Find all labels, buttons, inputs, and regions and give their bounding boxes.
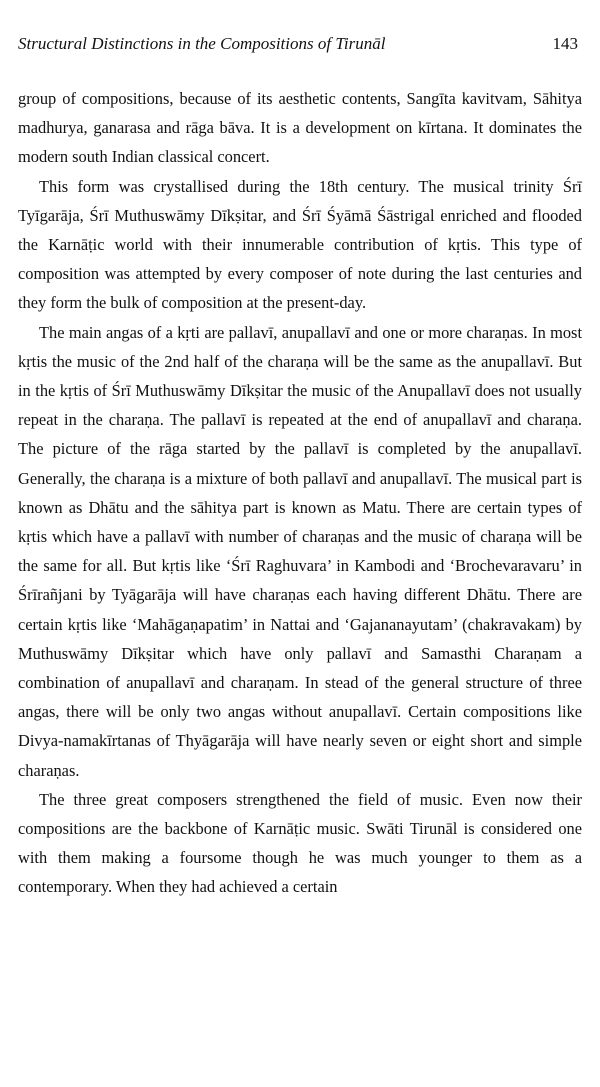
- running-title: Structural Distinctions in the Compositions of Tirunāl: [18, 34, 386, 53]
- running-head: [18, 34, 582, 54]
- paragraph: This form was crystallised during the 18th century. The musical trinity Śrī Tyīgarāja, Śrī Muthuswāmy Dīkṣitar, and Śrī Śyāmā Śāstrigal enriched and flooded the Karnāṭic world with their innumerable contribution of kṛtis. This type of composition was attempted by every composer of note during the last centuries and they form the bulk of composition at the present-day.: [18, 176, 582, 313]
- paragraph: The three great composers strengthened the field of music. Even now their compositions are the backbone of Karnāṭic music. Swāti Tirunāl is considered one with them making a foursome though he was much younger to them as a contemporary. When they had achieved a certain: [18, 789, 582, 897]
- paragraph: group of compositions, because of its aesthetic contents, Sangīta kavitvam, Sāhitya madhurya, ganarasa and rāga bāva. It is a development on kīrtana. It dominates the modern south Indian classical concert.: [18, 89, 582, 167]
- page-number: 143: [552, 34, 578, 53]
- paragraph: The main angas of a kṛti are pallavī, anupallavī and one or more charaṇas. In most kṛtis the music of the 2nd half of the charaṇa will be the same as the anupallavī. But in the kṛtis of Śrī Muthuswāmy Dīkṣitar the music of the Anupallavī does not usually repeat in the charaṇa. The pallavī is repeated at the end of anupallavī and charaṇa. The picture of the rāga started by the pallavī is completed by the anupallavī. Generally, the charaṇa is a mixture of both pallavī and anupallavī. The musical part is known as Dhātu and the sāhitya part is known as Matu. There are certain types of kṛtis which have a pallavī with number of charaṇas and the music of charaṇa will be the same for all. But kṛtis like ‘Śrī Raghuvara’ in Kambodi and ‘Brochevaravaru’ in Śrīrañjani by Tyāgarāja will have charaṇas each having different Dhātu. There are certain kṛtis like ‘Mahāgaṇapatim’ in Nattai and ‘Gajananayutam’ (chakravakam) by Muthuswāmy Dīkṣitar which have only pallavī and Samasthi Charaṇam a combination of anupallavī and charaṇam. In stead of the general structure of three angas, there will be only two angas without anupallavī. Certain compositions like Divya-namakīrtanas of Thyāgarāja will have nearly seven or eight short and simple charaṇas.: [18, 322, 582, 780]
- body-text: [18, 84, 582, 902]
